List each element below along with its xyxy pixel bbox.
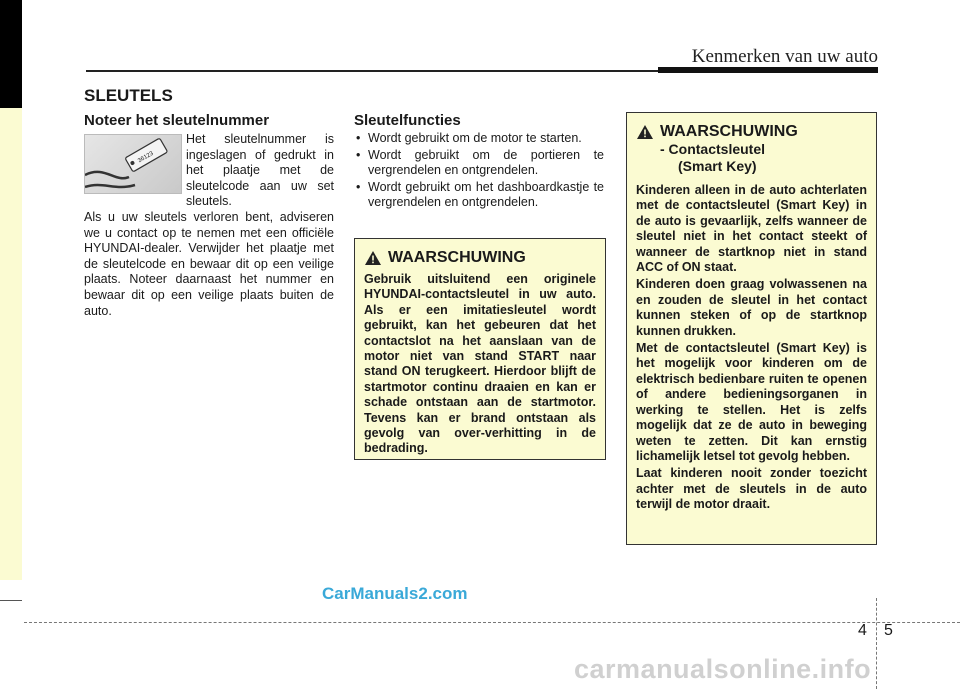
- left-paragraph: Als u uw sleutels verloren bent, adviseren we u contact op te nemen met een officiële HYUNDAI-dealer. Verwijder het plaatje met de sleutelcode en bewaar dit op een veilige plaats. Noteer daarnaast het nummer en bewaar dit op een veilige plaats buiten de auto.: [84, 210, 334, 318]
- key-functions-list: [354, 131, 604, 212]
- left-bottom-rule: [0, 600, 22, 601]
- warning-text: Gebruik uitsluitend een originele HYUNDAI-contactsleutel in uw auto. Als er een imitatiesleutel wordt gebruikt, kan het gebeuren dat het contactslot na het aanslaan van de motor niet van stand START naar stand ON terugkeert. Hierdoor blijft de startmotor continu draaien en kan er schade ontstaan aan de startmotor. Tevens kan er brand ontstaan als gevolg van over-verhitting in de bedrading.: [364, 272, 596, 456]
- footer-dashed-divider: [876, 598, 877, 689]
- warning-header: [636, 123, 867, 141]
- key-tag-illustration: [84, 134, 182, 194]
- footer-dashed-rule: [24, 622, 960, 623]
- warning-title: WAARSCHUWING: [660, 123, 798, 140]
- warning-paragraph: Kinderen alleen in de auto achterlaten met de contactsleutel (Smart Key) in de auto is gevaarlijk, zelfs wanneer de sleutel niet in het contact steekt of wanneer de startknop niet in stand ACC of ON staat.: [636, 183, 867, 275]
- list-item: • Wordt gebruikt om de portieren te vergrendelen en ontgrendelen.: [354, 148, 604, 179]
- section-title: SLEUTELS: [84, 86, 173, 105]
- warning-box-genuine-key: [354, 238, 606, 460]
- warning-box-smart-key: [626, 112, 877, 545]
- list-item: • Wordt gebruikt om het dashboardkastje te vergrendelen en ontgrendelen.: [354, 180, 604, 211]
- watermark-carmanuals2[interactable]: CarManuals2.com: [322, 584, 468, 603]
- chapter-tab-yellow: [0, 108, 22, 580]
- header-rule: [86, 70, 660, 72]
- left-intro-text: Het sleutelnummer is ingeslagen of gedrukt in het plaatje met de sleutelcode aan uw set sleutels.: [186, 132, 334, 209]
- warning-paragraph: Laat kinderen nooit zonder toezicht achter met de sleutels in de auto terwijl de motor draait.: [636, 466, 867, 512]
- warning-triangle-icon: [364, 250, 382, 266]
- chapter-tab-black: [0, 0, 22, 108]
- warning-triangle-icon: [636, 124, 654, 140]
- warning-text: [636, 183, 867, 513]
- list-item: • Wordt gebruikt om de motor te starten.: [354, 131, 604, 147]
- watermark-carmanualsonline[interactable]: carmanualsonline.info: [574, 654, 872, 684]
- warning-subtitle: - Contactsleutel: [660, 141, 766, 157]
- middle-heading: Sleutelfuncties: [354, 112, 461, 129]
- header-rule-thick: [658, 67, 878, 73]
- left-heading: Noteer het sleutelnummer: [84, 112, 270, 129]
- warning-title: WAARSCHUWING: [388, 249, 526, 266]
- warning-paragraph: Met de contactsleutel (Smart Key) is het mogelijk voor kinderen om de elektrisch bedienbare ruiten te openen of andere bedieningsorganen in werking te stellen. Het is zelfs mogelijk dat ze de auto in beweging weten te zetten. Dit kan ernstig lichamelijk letsel tot gevolg hebben.: [636, 341, 867, 463]
- page-header-title: Kenmerken van uw auto: [691, 46, 878, 67]
- page-chapter-number: 4: [858, 622, 867, 639]
- key-tag-code: 36123: [137, 150, 155, 165]
- page-number: 5: [884, 622, 893, 639]
- warning-subtitle-2: (Smart Key): [678, 158, 757, 174]
- warning-header: [364, 249, 596, 267]
- warning-paragraph: Kinderen doen graag volwassenen na en zouden de sleutel in het contact kunnen steken of op de startknop kunnen drukken.: [636, 277, 867, 338]
